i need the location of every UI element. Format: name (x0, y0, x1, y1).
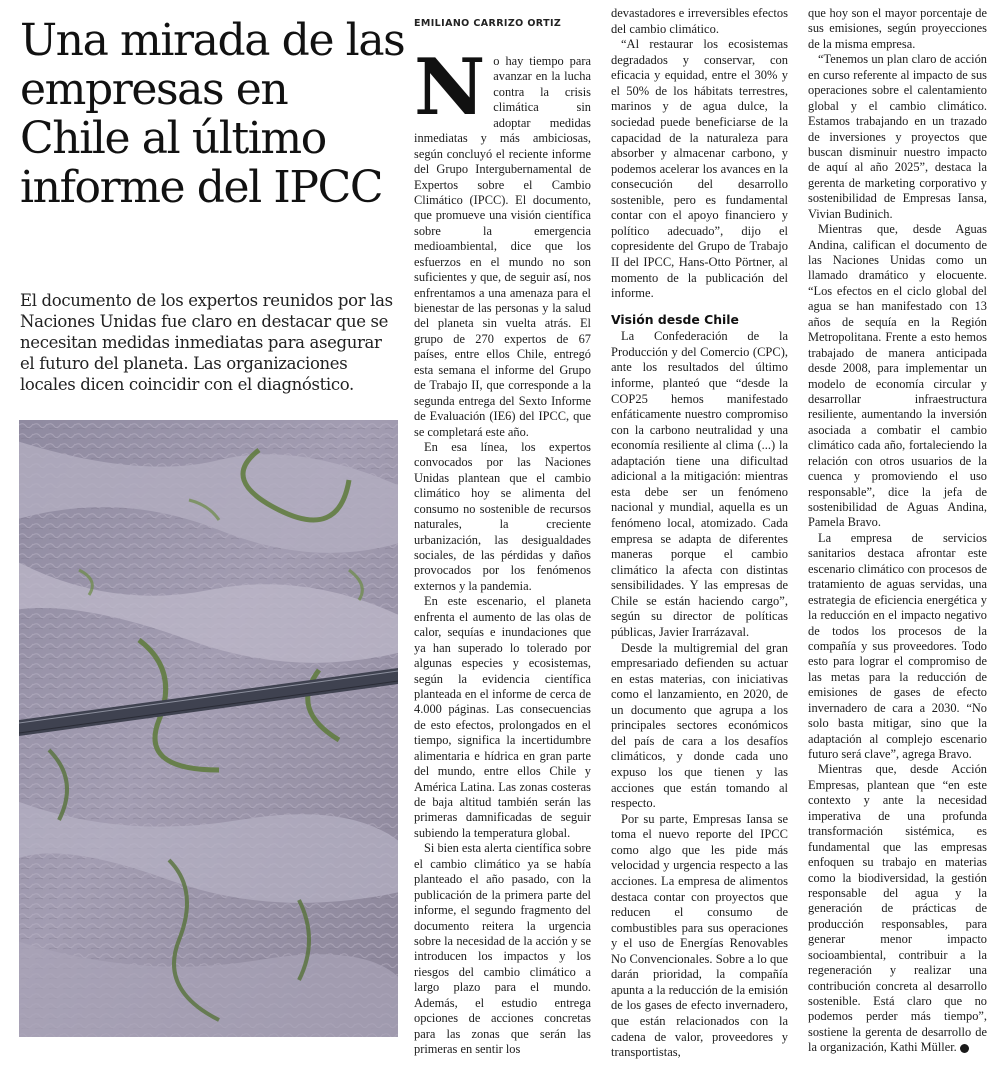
paragraph: En este escenario, el planeta enfrenta el aumento de las olas de calor, sequías e inundaciones que ya han superado lo tolerado por algunas especies y ecosistemas, según la evidencia científica planteada en el informe de cerca de 4.000 páginas. Las consecuencias de esto efectos, prolongados en el tiempo, significa la incertidumbre alimentaria e hídrica en gran parte del mundo, entre ellos Chile y América Latina. Las zonas costeras de baja altitud también serán las primeras damnificadas de seguir subiendo la temperatura global. (414, 594, 591, 840)
article-column-1 (414, 42, 591, 1057)
paragraph: No hay tiempo para avanzar en la lucha contra la crisis climática sin adoptar medidas inmediatas y más ambiciosas, según concluyó el reciente informe del Grupo Intergubernamental de Expertos sobre el Cambio Climático (IPCC). El documento, que promueve una visión científica sobre la emergencia medioambiental, dice que los esfuerzos en el mundo no son suficientes y que, de seguir así, nos enfrentamos a una amenaza para el bienestar de las personas y la salud del planeta sin vuelta atrás. El grupo de 270 expertos de 67 países, entre ellos Chile, entregó esta semana el informe del Grupo de Trabajo II, que corresponde a la segunda entrega del Sexto Informe de Evaluación (IE6) del IPCC, que se completará este año. (414, 42, 591, 439)
paragraph: “Tenemos un plan claro de acción en curso referente al impacto de sus operaciones sobre el calentamiento global y el cambio climático. Estamos trabajando en un trazado de inversiones y proyectos que buscan disminuir nuestro impacto de aquí al año 2025”, destaca la gerenta de marketing corporativo y sostenibilidad de Empresas Iansa, Vivian Budinich. (808, 52, 987, 221)
paragraph: Desde la multigremial del gran empresariado defienden su actuar en estas materias, con iniciativas como el lanzamiento, en 2020, de un documento que agrupa a los principales sectores económicos del país de cara a los desafíos climáticos, y donde cada uno expuso los que tienen y las acciones que están tomando al respecto. (611, 640, 788, 811)
paragraph: devastadores e irreversibles efectos del cambio climático. (611, 6, 788, 36)
paragraph: que hoy son el mayor porcentaje de sus emisiones, según proyecciones de la misma empresa. (808, 6, 987, 51)
article-column-3 (808, 6, 987, 1056)
paragraph: La empresa de servicios sanitarios destaca afrontar este escenario climático con procesos de tratamiento de aguas servidas, una estrategia de eficiencia energética y la reducción en el impacto negativo de todos los procesos de la compañía y sus proveedores. Todo esto para lograr el compromiso de las metas para la reducción de emisiones de gases de efecto invernadero de cara a 2030. “No solo basta mitigar, sino que la adaptación al complejo escenario futuro será clave”, agrega Bravo. (808, 530, 987, 761)
byline: EMILIANO CARRIZO ORTIZ (414, 18, 562, 29)
paragraph: Si bien esta alerta científica sobre el cambio climático ya se había planteado el año pasado, con la publicación de la primera parte del informe, el segundo fragmento del documento reitera la urgencia sobre la necesidad de la acción y se introducen los impactos y los riesgos del cambio climático a largo plazo para el mundo. Además, el estudio entrega opciones de acciones concretas para las zonas que serán las primeras en sentir los (414, 841, 591, 1056)
deck-summary: El documento de los expertos reunidos por las Naciones Unidas fue claro en destacar que se necesitan medidas inmediatas para asegurar el futuro del planeta. Las organizaciones locales dicen coincidir con el diagnóstico. (20, 291, 393, 394)
drop-cap: N (414, 42, 486, 133)
end-of-article-icon (960, 1044, 969, 1053)
paragraph: Mientras que, desde Aguas Andina, califican el documento de las Naciones Unidas como un llamado dramático y elocuente. “Los efectos en el ciclo global del agua se han manifestado con 13 años de sequía en la Región Metropolitana. Frente a esto hemos trabajado de manera anticipada desde 2008, para implementar un modelo de economía circular y desarrollar infraestructura resiliente, aumentando la inversión asociada a combatir el cambio climático cada año, fortaleciendo la relación con otros usuarios de la cuenca y promoviendo el uso responsable”, dice la jefa de sostenibilidad de Aguas Andina, Pamela Bravo. (808, 222, 987, 530)
paragraph: En esa línea, los expertos convocados por las Naciones Unidas plantean que el cambio climático hoy se alimenta del consumo no sostenible de recursos naturales, la creciente urbanización, las desigualdades sociales, de las pérdidas y daños provocados por los fenómenos externos y la pandemia. (414, 439, 591, 593)
article-column-2 (611, 6, 788, 1061)
aerial-landscape-photo (19, 420, 398, 1037)
paragraph: Por su parte, Empresas Iansa se toma el nuevo reporte del IPCC como algo que les pide más velocidad y urgencia respecto a las acciones. La empresa de alimentos destaca contar con proyectos que reducen el consumo de combustibles para sus operaciones y el uso de Energías Renovables No Convencionales. Sobre a lo que darán prioridad, la compañía apunta a la reducción de la emisión de los gases de efecto invernadero, que están relacionados con la cadena de valor, proveedores y transportistas, (611, 811, 788, 1060)
subheading: Visión desde Chile (611, 311, 739, 327)
paragraph: Mientras que, desde Acción Empresas, plantean que “en este contexto y ante la necesidad imperativa de una profunda transformación sistémica, es fundamental que las empresas enfoquen su trabajo en materias como la biodiversidad, la gestión responsable del agua y la generación de prácticas de producción responsables, para generar menor impacto socioambiental, contribuir a la regeneración y realizar una contribución concreta al desarrollo sostenible. Está claro que no podemos perder más tiempo”, sostiene la gerenta de desarrollo de la organización, Kathi Müller. (808, 762, 987, 1055)
paragraph: La Confederación de la Producción y del Comercio (CPC), ante los resultados del último informe, planteó que “desde la COP25 hemos manifestado enfáticamente nuestro compromiso con la carbono neutralidad y una economía resiliente al clima (...) la adaptación tiene una dificultad adicional a la mitigación: mientras esta debe ser un fenómeno nacional y mundial, aquella es un fenómeno local, atomizado. Cada empresa se adapta de diferentes maneras porque el cambio climático la afecta con distintas sensibilidades. Y las empresas de Chile se están haciendo cargo”, según su director de políticas públicas, Javier Irarrázaval. (611, 329, 788, 639)
headline: Una mirada de las empresas en Chile al último informe del IPCC (20, 15, 405, 213)
paragraph: “Al restaurar los ecosistemas degradados y conservar, con eficacia y equidad, entre el 30% y el 50% de los hábitats terrestres, marinos y de agua dulce, la sociedad puede beneficiarse de la capacidad de la naturaleza para absorber y almacenar carbono, y podemos acelerar los avances en la consecución del desarrollo sostenible, pero es fundamental contar con el apoyo financiero y político adecuado”, dijo el copresidente del Grupo de Trabajo II del IPCC, Hans-Otto Pörtner, al momento de la publicación del informe. (611, 37, 788, 301)
